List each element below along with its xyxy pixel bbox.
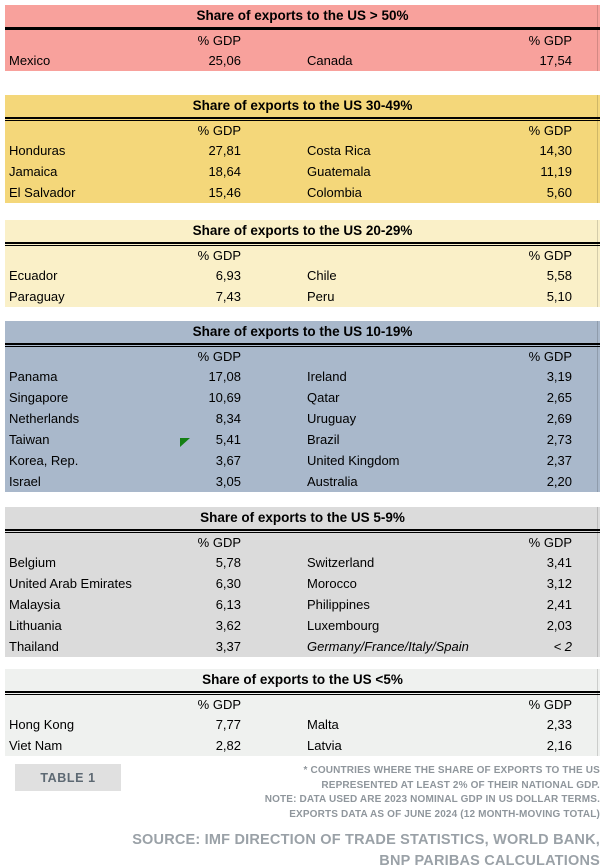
band-title: Share of exports to the US 20-29% — [192, 223, 413, 238]
gdp-header: % GDP — [528, 248, 572, 263]
source-attribution — [5, 830, 600, 867]
footnotes — [265, 764, 600, 822]
gdp-value: 17,08 — [208, 369, 241, 384]
table-row — [5, 387, 600, 408]
table-row — [5, 408, 600, 429]
gdp-value: 10,69 — [208, 390, 241, 405]
gdp-value: 18,64 — [208, 164, 241, 179]
band-title: Share of exports to the US 10-19% — [192, 324, 413, 339]
gdp-header-row — [5, 246, 600, 265]
table-row — [5, 471, 600, 492]
table-row — [5, 429, 600, 450]
table-row — [5, 573, 600, 594]
country-name: Israel — [9, 474, 41, 489]
table-row — [5, 636, 600, 657]
gdp-value: 3,05 — [215, 474, 241, 489]
gdp-value: 2,69 — [546, 411, 572, 426]
country-name: Luxembourg — [307, 618, 380, 633]
footnote-line: REPRESENTED AT LEAST 2% OF THEIR NATIONAL GDP. — [321, 779, 600, 791]
gdp-value: 2,73 — [546, 432, 572, 447]
country-name: United Kingdom — [307, 453, 400, 468]
band-title: Share of exports to the US 30-49% — [192, 98, 413, 113]
table-number-badge: TABLE 1 — [15, 764, 121, 791]
gdp-header-row — [5, 31, 600, 50]
exports-band-2 — [5, 95, 600, 203]
gdp-header-row — [5, 533, 600, 552]
gdp-header: % GDP — [528, 349, 572, 364]
band-title-rule — [5, 242, 600, 246]
country-name: Ecuador — [9, 268, 58, 283]
table-row — [5, 552, 600, 573]
band-title: Share of exports to the US 5-9% — [200, 510, 405, 525]
band-title-rule — [5, 343, 600, 347]
gdp-header: % GDP — [197, 535, 241, 550]
country-name: Netherlands — [9, 411, 80, 426]
gdp-value: 3,41 — [546, 555, 572, 570]
gdp-value: 3,12 — [546, 576, 572, 591]
green-flag-icon — [180, 438, 190, 447]
country-name: Paraguay — [9, 289, 65, 304]
country-name: Latvia — [307, 738, 342, 753]
gdp-value: 2,41 — [546, 597, 572, 612]
country-name: Korea, Rep. — [9, 453, 79, 468]
gdp-value: 3,37 — [215, 639, 241, 654]
country-name: Germany/France/Italy/Spain — [307, 639, 469, 654]
gdp-header: % GDP — [197, 248, 241, 263]
gdp-value: 14,30 — [539, 143, 572, 158]
gdp-value: 3,67 — [215, 453, 241, 468]
exports-band-5 — [5, 507, 600, 657]
country-name: Lithuania — [9, 618, 62, 633]
country-name: Canada — [307, 53, 353, 68]
country-name: El Salvador — [9, 185, 76, 200]
table-row — [5, 594, 600, 615]
country-name: Viet Nam — [9, 738, 63, 753]
table-row — [5, 286, 600, 307]
country-name: Colombia — [307, 185, 362, 200]
exports-band-1 — [5, 5, 600, 71]
table-row — [5, 615, 600, 636]
gdp-header: % GDP — [528, 697, 572, 712]
gdp-header: % GDP — [197, 123, 241, 138]
gdp-header: % GDP — [197, 697, 241, 712]
gdp-value: 3,62 — [215, 618, 241, 633]
band-title-rule — [5, 529, 600, 533]
country-name: Jamaica — [9, 164, 58, 179]
band-title-rule — [5, 691, 600, 695]
gdp-value: 7,43 — [215, 289, 241, 304]
gdp-value: < 2 — [553, 639, 572, 654]
table-row — [5, 182, 600, 203]
table-row — [5, 366, 600, 387]
table-row — [5, 450, 600, 471]
gdp-value: 2,37 — [546, 453, 572, 468]
exports-band-4 — [5, 321, 600, 492]
gdp-header: % GDP — [528, 33, 572, 48]
country-name: Peru — [307, 289, 335, 304]
gdp-value: 2,20 — [546, 474, 572, 489]
footnote-line: EXPORTS DATA AS OF JUNE 2024 (12 MONTH-MOVING TOTAL) — [289, 808, 600, 820]
country-name: Qatar — [307, 390, 340, 405]
country-name: Ireland — [307, 369, 347, 384]
country-name: United Arab Emirates — [9, 576, 132, 591]
table-row — [5, 50, 600, 71]
gdp-value: 6,30 — [215, 576, 241, 591]
gdp-value: 2,16 — [546, 738, 572, 753]
country-name: Uruguay — [307, 411, 357, 426]
gdp-value: 5,60 — [546, 185, 572, 200]
country-name: Morocco — [307, 576, 357, 591]
country-name: Belgium — [9, 555, 56, 570]
gdp-header: % GDP — [197, 33, 241, 48]
gdp-value: 2,33 — [546, 717, 572, 732]
country-name: Guatemala — [307, 164, 371, 179]
country-name: Singapore — [9, 390, 69, 405]
country-name: Philippines — [307, 597, 370, 612]
gdp-value: 2,65 — [546, 390, 572, 405]
band-title: Share of exports to the US > 50% — [196, 8, 409, 23]
country-name: Malta — [307, 717, 339, 732]
country-name: Switzerland — [307, 555, 375, 570]
gdp-header-row — [5, 347, 600, 366]
source-line: SOURCE: IMF DIRECTION OF TRADE STATISTICS, WORLD BANK, — [132, 832, 600, 848]
country-name: Honduras — [9, 143, 66, 158]
country-name: Australia — [307, 474, 358, 489]
gdp-value: 25,06 — [208, 53, 241, 68]
gdp-value: 5,10 — [546, 289, 572, 304]
gdp-value: 3,19 — [546, 369, 572, 384]
source-line: BNP PARIBAS CALCULATIONS — [379, 853, 600, 867]
footnote-line: * COUNTRIES WHERE THE SHARE OF EXPORTS TO THE US — [303, 765, 600, 776]
gdp-value: 15,46 — [208, 185, 241, 200]
gdp-header-row — [5, 121, 600, 140]
country-name: Costa Rica — [307, 143, 371, 158]
gdp-value: 5,41 — [180, 432, 245, 447]
country-name: Hong Kong — [9, 717, 75, 732]
gdp-header: % GDP — [197, 349, 241, 364]
gdp-value: 5,78 — [215, 555, 241, 570]
footer — [5, 764, 600, 867]
country-name: Thailand — [9, 639, 59, 654]
gdp-value: 11,19 — [540, 164, 572, 179]
gdp-value: 6,93 — [215, 268, 241, 283]
gdp-value: 2,82 — [215, 738, 241, 753]
exports-band-3 — [5, 220, 600, 307]
table-row — [5, 714, 600, 735]
gdp-header: % GDP — [528, 123, 572, 138]
country-name: Mexico — [9, 53, 51, 68]
gdp-value: 2,03 — [546, 618, 572, 633]
table-row — [5, 161, 600, 182]
table-row — [5, 735, 600, 756]
gdp-value: 7,77 — [215, 717, 241, 732]
gdp-header: % GDP — [528, 535, 572, 550]
country-name: Chile — [307, 268, 337, 283]
gdp-value: 5,58 — [546, 268, 572, 283]
table-row — [5, 140, 600, 161]
country-name: Brazil — [307, 432, 340, 447]
band-title-rule — [5, 117, 600, 121]
table-row — [5, 265, 600, 286]
gdp-value: 27,81 — [208, 143, 241, 158]
country-name: Panama — [9, 369, 58, 384]
gdp-value: 17,54 — [539, 53, 572, 68]
country-name: Malaysia — [9, 597, 61, 612]
exports-band-6 — [5, 669, 600, 756]
footnote-line: NOTE: DATA USED ARE 2023 NOMINAL GDP IN US DOLLAR TERMS. — [264, 794, 600, 805]
gdp-value: 8,34 — [215, 411, 241, 426]
gdp-header-row — [5, 695, 600, 714]
gdp-value: 6,13 — [215, 597, 241, 612]
band-title-rule — [5, 27, 600, 30]
band-title: Share of exports to the US <5% — [202, 672, 403, 687]
country-name: Taiwan — [9, 432, 50, 447]
